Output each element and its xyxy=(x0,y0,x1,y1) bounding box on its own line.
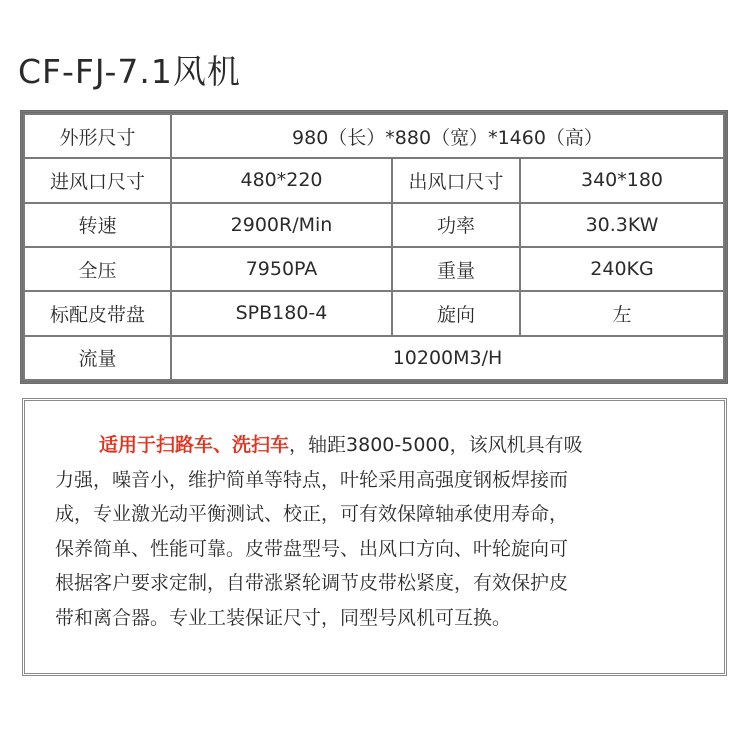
dimensions-value: 980（长）*880（宽）*1460（高） xyxy=(172,115,723,157)
spec-table xyxy=(20,110,728,384)
speed-label: 转速 xyxy=(25,204,170,246)
description-box xyxy=(22,398,727,676)
dimensions-label: 外形尺寸 xyxy=(25,115,170,157)
rotation-label: 旋向 xyxy=(393,292,519,334)
power-label: 功率 xyxy=(393,204,519,246)
weight-value: 240KG xyxy=(521,248,723,290)
flow-label: 流量 xyxy=(25,337,170,379)
pulley-label: 标配皮带盘 xyxy=(25,292,170,334)
power-value: 30.3KW xyxy=(521,204,723,246)
page-title: CF-FJ-7.1风机 xyxy=(18,52,241,91)
description-line-1-text: ，轴距3800-5000，该风机具有吸 xyxy=(289,434,583,456)
inlet-size-label: 进风口尺寸 xyxy=(25,159,170,201)
description-line-2: 力强，噪音小，维护简单等特点，叶轮采用高强度钢板焊接而 xyxy=(55,468,569,491)
flow-value: 10200M3/H xyxy=(172,337,723,379)
rotation-value: 左 xyxy=(521,292,723,334)
outlet-size-value: 340*180 xyxy=(521,159,723,201)
description-line-6: 带和离合器。专业工装保证尺寸，同型号风机可互换。 xyxy=(55,606,512,629)
application-highlight: 适用于扫路车、洗扫车 xyxy=(99,434,290,456)
pulley-value: SPB180-4 xyxy=(172,292,391,334)
pressure-label: 全压 xyxy=(25,248,170,290)
description-line-5: 根据客户要求定制，自带涨紧轮调节皮带松紧度，有效保护皮 xyxy=(55,572,569,594)
description-line-1 xyxy=(55,428,694,463)
description-line-3: 成，专业激光动平衡测试、校正，可有效保障轴承使用寿命， xyxy=(55,503,569,525)
inlet-size-value: 480*220 xyxy=(172,159,391,201)
speed-value: 2900R/Min xyxy=(172,204,391,246)
outlet-size-label: 出风口尺寸 xyxy=(393,159,519,201)
description-line-4: 保养简单、性能可靠。皮带盘型号、出风口方向、叶轮旋向可 xyxy=(55,537,569,560)
pressure-value: 7950PA xyxy=(172,248,391,290)
weight-label: 重量 xyxy=(393,248,519,290)
